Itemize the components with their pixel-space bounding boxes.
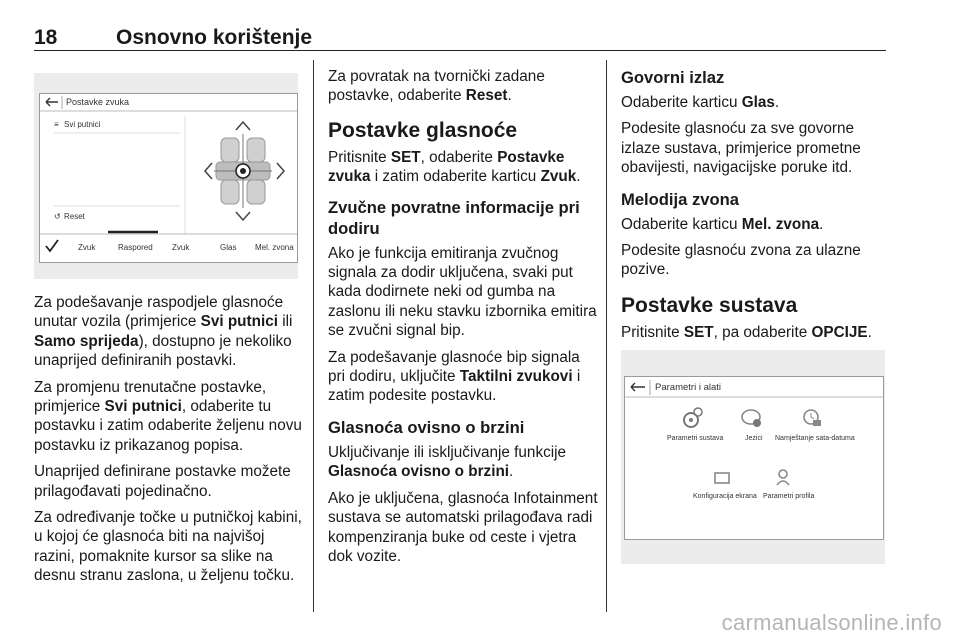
page-number: 18 xyxy=(34,26,58,49)
reset-icon: ↺ xyxy=(54,212,61,221)
column-divider-1 xyxy=(313,60,314,612)
tab-mel-zvona[interactable]: Mel. zvona xyxy=(255,243,294,252)
page-header xyxy=(34,26,312,50)
target-icon[interactable] xyxy=(236,164,250,178)
chevron-down-icon[interactable] xyxy=(236,212,250,220)
col3-paragraph-3: Odaberite karticu Mel. zvona. xyxy=(621,215,824,233)
heading-ringtone: Melodija zvona xyxy=(621,189,740,209)
screen-title: Postavke zvuka xyxy=(66,97,130,107)
col1-paragraph-4: Za određivanje točke u putničkoj kabini, u kojoj će glasnoća biti na najvišoj razini, pomaknite kursor sa slike na desnu stranu zaslona, u željenu točku. xyxy=(34,509,302,585)
tab-zvuk-1[interactable]: Zvuk xyxy=(78,243,96,252)
reset-button[interactable]: Reset xyxy=(64,212,85,221)
back-arrow-icon[interactable] xyxy=(46,98,58,106)
col1-paragraph-2: Za promjenu trenutačne postavke, primjerice Svi putnici, odaberite tu postavku i zatim odaberite željenu novu postavku iz prikazanog popisa. xyxy=(34,378,302,454)
system-settings-screenshot xyxy=(621,350,885,564)
item-system-parameters[interactable]: Parametri sustava xyxy=(667,435,724,442)
chevron-right-icon[interactable] xyxy=(277,163,284,179)
item-display-config[interactable]: Konfiguracija ekrana xyxy=(693,493,757,500)
heading-volume-settings: Postavke glasnoće xyxy=(328,118,518,142)
watermark: carmanualsonline.info xyxy=(721,610,942,635)
col2-paragraph-5: Uključivanje ili isključivanje funkcije Glasnoća ovisno o brzini. xyxy=(328,443,567,481)
chapter-title: Osnovno korištenje xyxy=(116,26,313,49)
system-settings-graphics xyxy=(625,377,883,539)
item-clock-date[interactable]: Namještanje sata-datuma xyxy=(775,435,855,442)
heading-system-settings: Postavke sustava xyxy=(621,293,798,317)
column-3 xyxy=(621,67,893,349)
col2-paragraph-1: Za povratak na tvornički zadane postavke, odaberite Reset. xyxy=(328,68,545,105)
tab-zvuk-2[interactable]: Zvuk xyxy=(172,243,190,252)
check-icon[interactable] xyxy=(46,240,58,251)
chevron-left-icon[interactable] xyxy=(205,163,212,179)
col3-paragraph-2: Podesite glasnoću za sve govorne izlaze sustava, primjerice prometne obavijesti, navigacijske poruke itd. xyxy=(621,120,861,177)
screen-title: Parametri i alati xyxy=(655,382,721,393)
heading-touch-feedback: Zvučne povratne informacije pri dodiru xyxy=(328,197,580,238)
item-profile-parameters[interactable]: Parametri profila xyxy=(763,493,815,500)
col3-paragraph-1: Odaberite karticu Glas. xyxy=(621,94,780,111)
column-2 xyxy=(328,67,600,573)
col3-paragraph-4: Podesite glasnoću zvona za ulazne pozive. xyxy=(621,242,861,279)
header-rule xyxy=(34,50,886,51)
language-icon[interactable] xyxy=(742,410,761,427)
chevron-up-icon[interactable] xyxy=(236,122,250,130)
back-arrow-icon[interactable] xyxy=(631,383,645,391)
tab-glas[interactable]: Glas xyxy=(220,243,237,252)
column-1 xyxy=(34,293,306,593)
item-languages[interactable]: Jezici xyxy=(745,435,763,442)
tab-raspored[interactable]: Raspored xyxy=(118,243,153,252)
col2-paragraph-4: Za podešavanje glasnoće bip signala pri dodiru, uključite Taktilni zvukovi i zatim podesite postavku. xyxy=(328,348,581,405)
heading-speed-volume: Glasnoća ovisno o brzini xyxy=(328,417,525,437)
col2-paragraph-2: Pritisnite SET, odaberite Postavke zvuka i zatim odaberite karticu Zvuk. xyxy=(328,148,581,186)
col2-paragraph-6: Ako je uključena, glasnoća Infotainment sustava se automatski prilagođava radi kompenziranja buke od ceste i vjetra dok vozite. xyxy=(328,489,598,565)
col2-paragraph-3: Ako je funkcija emitiranja zvučnog signala za dodir uključena, svaki put kada dodirnete neki od gumba na zaslonu ili neku stavku izbornika emitira se zvučni signal bip. xyxy=(328,244,597,340)
col3-paragraph-5: Pritisnite SET, pa odaberite OPCIJE. xyxy=(621,323,872,341)
col1-paragraph-1: Za podešavanje raspodjele glasnoće unutar vozila (primjerice Svi putnici ili Samo sprijeda), dostupno je nekoliko unaprijed definiranih postavki. xyxy=(34,294,293,370)
sound-settings-screenshot xyxy=(34,73,298,279)
preset-label[interactable]: Svi putnici xyxy=(64,120,101,129)
system-settings-screen xyxy=(624,376,884,540)
profile-icon[interactable] xyxy=(777,470,789,485)
heading-voice-output: Govorni izlaz xyxy=(621,68,725,87)
clock-icon[interactable] xyxy=(804,410,821,426)
preset-list-icon: ≡ xyxy=(54,120,59,129)
sound-settings-screen xyxy=(39,93,298,263)
column-divider-2 xyxy=(606,60,607,612)
col1-paragraph-3: Unaprijed definirane postavke možete prilagođavati pojedinačno. xyxy=(34,463,291,500)
display-icon[interactable] xyxy=(715,473,729,483)
gear-icon[interactable] xyxy=(684,408,702,427)
